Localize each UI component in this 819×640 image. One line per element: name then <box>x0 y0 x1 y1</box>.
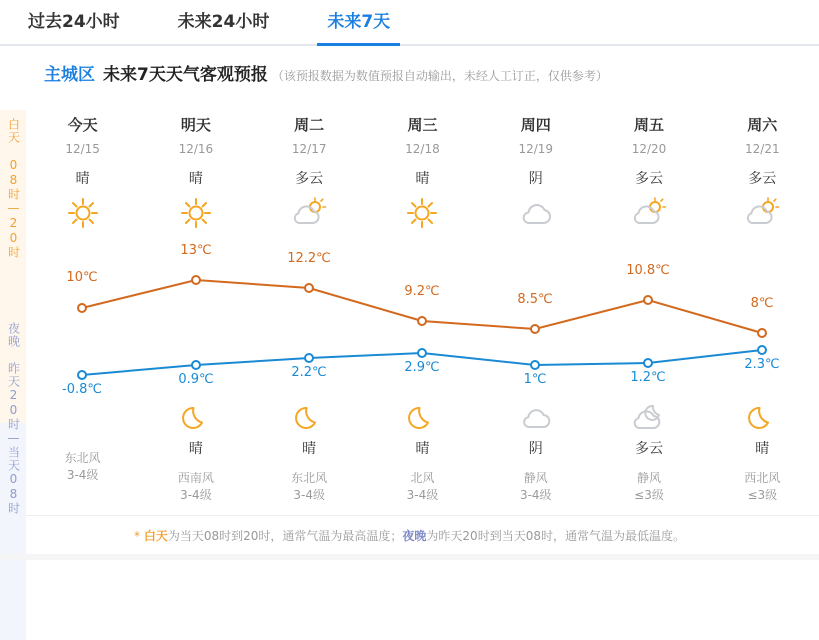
forecast-column[interactable] <box>366 110 479 234</box>
column-day: 明天 <box>180 116 211 134</box>
tab-next-24h[interactable]: 未来24小时 <box>177 12 270 32</box>
wind-direction: 静风 <box>523 471 548 485</box>
column-wind <box>139 470 252 504</box>
night-block <box>253 398 366 504</box>
low-temp-label: 2.9℃ <box>404 360 440 375</box>
low-temp-label: -0.8℃ <box>62 382 102 397</box>
high-temp-label: 10.8℃ <box>626 263 670 278</box>
forecast-grid <box>26 110 819 530</box>
temperature-chart <box>26 240 819 397</box>
column-wind <box>253 470 366 504</box>
high-temp-label: 13℃ <box>180 243 212 258</box>
column-date: 12/16 <box>178 142 214 156</box>
forecast-column[interactable] <box>26 110 139 234</box>
column-day-condition: 多云 <box>748 171 777 187</box>
column-wind <box>706 470 819 504</box>
column-day: 周三 <box>407 116 438 134</box>
column-night-condition: 晴 <box>755 441 770 457</box>
page-title: 未来7天天气客观预报 <box>103 65 268 85</box>
column-day-condition: 多云 <box>635 171 664 187</box>
night-icon-placeholder <box>26 398 139 438</box>
column-night-condition: 晴 <box>415 441 430 457</box>
sun-icon <box>139 192 252 234</box>
column-date: 12/20 <box>631 142 667 156</box>
wind-level: 3-4级 <box>293 488 325 502</box>
low-temp-label: 1℃ <box>523 372 547 387</box>
moon-icon <box>139 398 252 438</box>
high-temp-label: 12.2℃ <box>287 251 331 266</box>
wind-level: ≤3级 <box>634 488 664 502</box>
column-day: 周六 <box>747 116 778 134</box>
cloud-icon <box>479 398 592 438</box>
column-night-condition: 多云 <box>635 441 664 457</box>
city-name: 主城区 <box>44 65 95 85</box>
footnote-night-text: 为昨天20时到当天08时，通常气温为最低温度。 <box>426 529 685 543</box>
column-night-condition: 晴 <box>188 441 203 457</box>
column-date: 12/15 <box>65 142 100 156</box>
footnote-asterisk: * <box>134 529 141 543</box>
rail-night-range: 昨天20时—当天08时 <box>6 362 21 515</box>
cloud-sun-icon <box>253 192 366 234</box>
wind-direction: 东北风 <box>291 471 328 485</box>
wind-level: 3-4级 <box>406 488 439 502</box>
wind-level: ≤3级 <box>747 488 778 502</box>
rail-night-label: 夜晚 <box>6 322 21 348</box>
sun-icon <box>366 192 479 234</box>
column-wind <box>366 470 479 504</box>
forecast-column[interactable] <box>706 110 819 234</box>
wind-direction: 西南风 <box>177 471 214 485</box>
tab-bar <box>0 0 819 46</box>
column-date: 12/17 <box>291 142 327 156</box>
bottom-bar <box>0 554 819 560</box>
high-temp-label: 8℃ <box>750 296 774 311</box>
column-date: 12/19 <box>518 142 554 156</box>
forecast-column[interactable] <box>253 110 366 234</box>
cloud-icon <box>479 192 592 234</box>
night-block <box>139 398 252 504</box>
column-day: 周二 <box>294 116 325 134</box>
wind-direction: 北风 <box>410 471 435 485</box>
wind-direction: 静风 <box>637 471 662 485</box>
column-night-condition: 阴 <box>528 441 543 457</box>
tab-next-7days[interactable]: 未来7天 <box>327 0 390 44</box>
forecast-header <box>0 46 819 91</box>
column-day-condition: 阴 <box>528 171 543 187</box>
low-temp-label: 2.3℃ <box>744 357 780 372</box>
high-temp-label: 10℃ <box>66 270 98 285</box>
night-block <box>706 398 819 504</box>
footnote-day-text: 为当天08时到20时，通常气温为最高温度； <box>167 529 403 543</box>
forecast-column[interactable] <box>592 110 705 234</box>
cloud-sun-icon <box>706 192 819 234</box>
high-temp-label: 9.2℃ <box>404 284 440 299</box>
high-temp-label: 8.5℃ <box>517 292 553 307</box>
wind-direction: 东北风 <box>64 451 101 465</box>
column-day: 周四 <box>520 116 551 134</box>
column-day: 周五 <box>634 116 665 134</box>
footer-divider <box>26 515 819 516</box>
rail-day-label: 白天 <box>6 118 21 144</box>
footnote-night-word: 夜晚 <box>402 529 427 543</box>
footnote-day-word: 白天 <box>143 529 168 543</box>
column-day-condition: 晴 <box>188 171 203 187</box>
wind-direction: 西北风 <box>744 471 781 485</box>
column-wind <box>592 470 705 504</box>
rail-night <box>0 322 26 519</box>
column-night-condition: 晴 <box>302 441 317 457</box>
wind-level: 3-4级 <box>180 488 212 502</box>
column-day-condition: 晴 <box>415 171 430 187</box>
cloud-moon-icon <box>592 398 705 438</box>
rail-day <box>0 118 26 263</box>
column-day-condition: 多云 <box>295 171 324 187</box>
sun-icon <box>26 192 139 234</box>
night-block <box>592 398 705 504</box>
moon-icon <box>253 398 366 438</box>
low-temp-label: 1.2℃ <box>630 370 666 385</box>
tab-past-24h[interactable]: 过去24小时 <box>28 12 120 32</box>
moon-icon <box>366 398 479 438</box>
wind-level: 3-4级 <box>66 468 99 482</box>
column-day: 今天 <box>67 116 98 134</box>
column-day-condition: 晴 <box>75 171 90 187</box>
low-temp-label: 0.9℃ <box>178 372 214 387</box>
moon-icon <box>706 398 819 438</box>
low-temp-label: 2.2℃ <box>291 365 327 380</box>
daynight-rail <box>0 110 26 530</box>
night-block <box>366 398 479 504</box>
forecast-column[interactable] <box>479 110 592 234</box>
column-wind <box>479 470 592 504</box>
rail-day-range: 08时—20时 <box>6 158 21 259</box>
column-date: 12/21 <box>745 142 780 156</box>
forecast-column[interactable] <box>139 110 252 234</box>
footer-note <box>0 527 819 544</box>
column-date: 12/18 <box>405 142 440 156</box>
cloud-sun-icon <box>592 192 705 234</box>
wind-level: 3-4级 <box>519 488 552 502</box>
night-block <box>479 398 592 504</box>
forecast-note: （该预报数据为数值预报自动输出，未经人工订正，仅供参考） <box>271 69 608 83</box>
column-wind <box>26 450 139 484</box>
night-block <box>26 398 139 484</box>
